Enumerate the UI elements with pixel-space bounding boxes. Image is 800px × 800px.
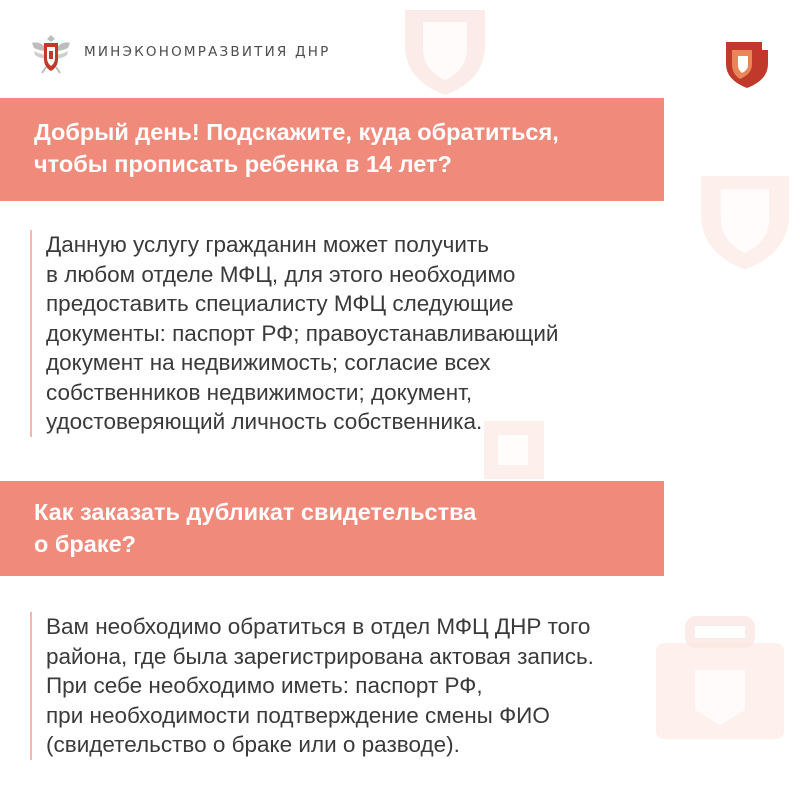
answer-line: предоставить специалисту МФЦ следующие (46, 291, 514, 316)
answer-line: Вам необходимо обратиться в отдел МФЦ ДНР того (46, 614, 591, 639)
answer-line: (свидетельство о браке или о разводе). (46, 732, 460, 757)
answer-line: собственников недвижимости; документ, (46, 379, 473, 405)
answer-line: документы: паспорт РФ; правоустанавливающий (46, 320, 559, 346)
answer-line: документ на недвижимость; согласие всех (46, 350, 491, 375)
question-line: Как заказать дубликат свидетельства (34, 499, 477, 525)
question-banner-1 (0, 98, 664, 201)
answer-line: удостоверяющий личность собственника. (46, 409, 483, 434)
answer-line: при необходимости подтверждение смены ФИО (46, 702, 550, 728)
question-line: Добрый день! Подскажите, куда обратиться, (34, 119, 559, 145)
coat-of-arms-icon (28, 29, 74, 75)
answer-block-2 (30, 612, 594, 760)
watermark-shield-icon (690, 165, 800, 275)
mfc-logo-icon (722, 30, 772, 90)
watermark-shield-icon (395, 0, 495, 100)
answer-line: района, где была зарегистрирована актовая запись. (46, 643, 594, 669)
answer-line: Данную услугу гражданин может получить (46, 232, 489, 257)
ministry-name: МИНЭКОНОМРАЗВИТИЯ ДНР (84, 44, 331, 60)
question-banner-2 (0, 481, 664, 576)
watermark-briefcase-icon (650, 615, 790, 745)
header (28, 28, 330, 76)
answer-line: в любом отделе МФЦ, для этого необходимо (46, 261, 516, 287)
question-line: чтобы прописать ребенка в 14 лет? (34, 151, 452, 177)
answer-line: При себе необходимо иметь: паспорт РФ, (46, 673, 483, 698)
question-line: о браке? (34, 531, 137, 557)
answer-block-1 (30, 230, 559, 437)
